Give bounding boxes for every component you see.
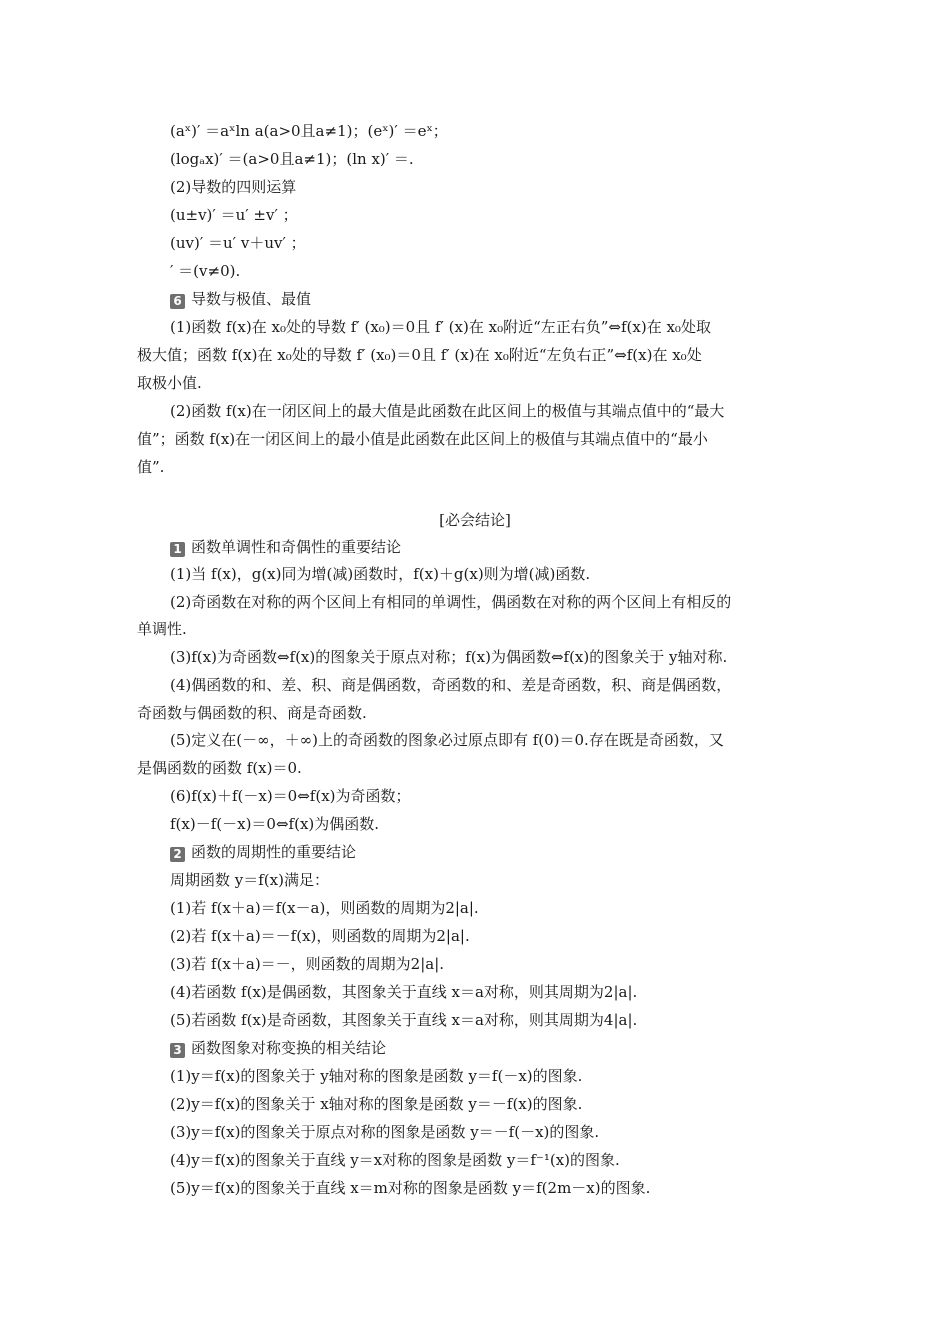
paragraph-line: 值”. — [137, 458, 165, 476]
paragraph-line: 极大值；函数 f(x)在 x₀处的导数 f′ (x₀)＝0且 f′ (x)在 x₀附近“左负右正”⇔f(x)在 x₀处 — [137, 346, 702, 364]
section-6-heading — [0, 289, 950, 309]
paragraph-line: f(x)－f(－x)＝0⇔f(x)为偶函数. — [170, 815, 380, 833]
section-3-heading — [0, 1038, 950, 1058]
paragraph-line: (3)y＝f(x)的图象关于原点对称的图象是函数 y＝－f(－x)的图象. — [170, 1123, 600, 1141]
paragraph-line: (5)若函数 f(x)是奇函数，其图象关于直线 x＝a对称，则其周期为4|a|. — [170, 1011, 638, 1029]
paragraph-line: (1)函数 f(x)在 x₀处的导数 f′ (x₀)＝0且 f′ (x)在 x₀附近“左正右负”⇔f(x)在 x₀处取 — [170, 318, 711, 336]
paragraph-line: (4)若函数 f(x)是偶函数，其图象关于直线 x＝a对称，则其周期为2|a|. — [170, 983, 638, 1001]
subheading-four-operations: (2)导数的四则运算 — [170, 178, 297, 196]
section-2-heading — [0, 842, 950, 862]
paragraph-line: 是偶函数的函数 f(x)＝0. — [137, 759, 302, 777]
paragraph-line: (3)f(x)为奇函数⇔f(x)的图象关于原点对称；f(x)为偶函数⇔f(x)的图象关于 y轴对称. — [170, 648, 728, 666]
section-title: 函数的周期性的重要结论 — [191, 843, 357, 861]
section-title: 函数单调性和奇偶性的重要结论 — [191, 538, 402, 556]
formula-log-derivative: (logₐx)′ ＝(a>0且a≠1)；(ln x)′ ＝. — [170, 150, 414, 168]
section-number-badge: 2 — [170, 847, 185, 862]
section-title: 导数与极值、最值 — [191, 290, 312, 308]
section-1-heading — [0, 537, 950, 557]
rule-quotient: ′ ＝(v≠0). — [170, 262, 241, 280]
rule-sum: (u±v)′ ＝u′ ±v′ ； — [170, 206, 298, 224]
paragraph-line: 奇函数与偶函数的积、商是奇函数. — [137, 704, 367, 722]
section-number-badge: 3 — [170, 1043, 185, 1058]
paragraph-line: (1)若 f(x＋a)＝f(x－a)，则函数的周期为2|a|. — [170, 899, 479, 917]
paragraph-line: (5)定义在(－∞，＋∞)上的奇函数的图象必过原点即有 f(0)＝0.存在既是奇函数，又 — [170, 731, 724, 749]
conclusions-title: [必会结论] — [439, 511, 511, 529]
paragraph-line: 取极小值. — [137, 374, 202, 392]
paragraph-line: 值”；函数 f(x)在一闭区间上的最小值是此函数在此区间上的极值与其端点值中的“最小 — [137, 430, 708, 448]
paragraph-line: 单调性. — [137, 620, 187, 638]
paragraph-line: (2)奇函数在对称的两个区间上有相同的单调性，偶函数在对称的两个区间上有相反的 — [170, 593, 732, 611]
rule-product: (uv)′ ＝u′ v＋uv′ ； — [170, 234, 306, 252]
paragraph-line: 周期函数 y＝f(x)满足： — [170, 871, 329, 889]
paragraph-line: (2)函数 f(x)在一闭区间上的最大值是此函数在此区间上的极值与其端点值中的“最大 — [170, 402, 725, 420]
paragraph-line: (1)当 f(x)，g(x)同为增(减)函数时，f(x)＋g(x)则为增(减)函数. — [170, 565, 591, 583]
paragraph-line: (1)y＝f(x)的图象关于 y轴对称的图象是函数 y＝f(－x)的图象. — [170, 1067, 583, 1085]
paragraph-line: (3)若 f(x＋a)＝－，则函数的周期为2|a|. — [170, 955, 445, 973]
formula-exp-derivative: (aˣ)′ ＝aˣln a(a>0且a≠1)；(eˣ)′ ＝eˣ； — [170, 122, 448, 140]
paragraph-line: (2)y＝f(x)的图象关于 x轴对称的图象是函数 y＝－f(x)的图象. — [170, 1095, 583, 1113]
paragraph-line: (2)若 f(x＋a)＝－f(x)，则函数的周期为2|a|. — [170, 927, 470, 945]
section-number-badge: 6 — [170, 294, 185, 309]
paragraph-line: (6)f(x)＋f(－x)＝0⇔f(x)为奇函数； — [170, 787, 411, 805]
section-title: 函数图象对称变换的相关结论 — [191, 1039, 387, 1057]
paragraph-line: (4)偶函数的和、差、积、商是偶函数，奇函数的和、差是奇函数，积、商是偶函数， — [170, 676, 732, 694]
paragraph-line: (4)y＝f(x)的图象关于直线 y＝x对称的图象是函数 y＝f⁻¹(x)的图象. — [170, 1151, 620, 1169]
section-number-badge: 1 — [170, 542, 185, 557]
paragraph-line: (5)y＝f(x)的图象关于直线 x＝m对称的图象是函数 y＝f(2m－x)的图象. — [170, 1179, 651, 1197]
